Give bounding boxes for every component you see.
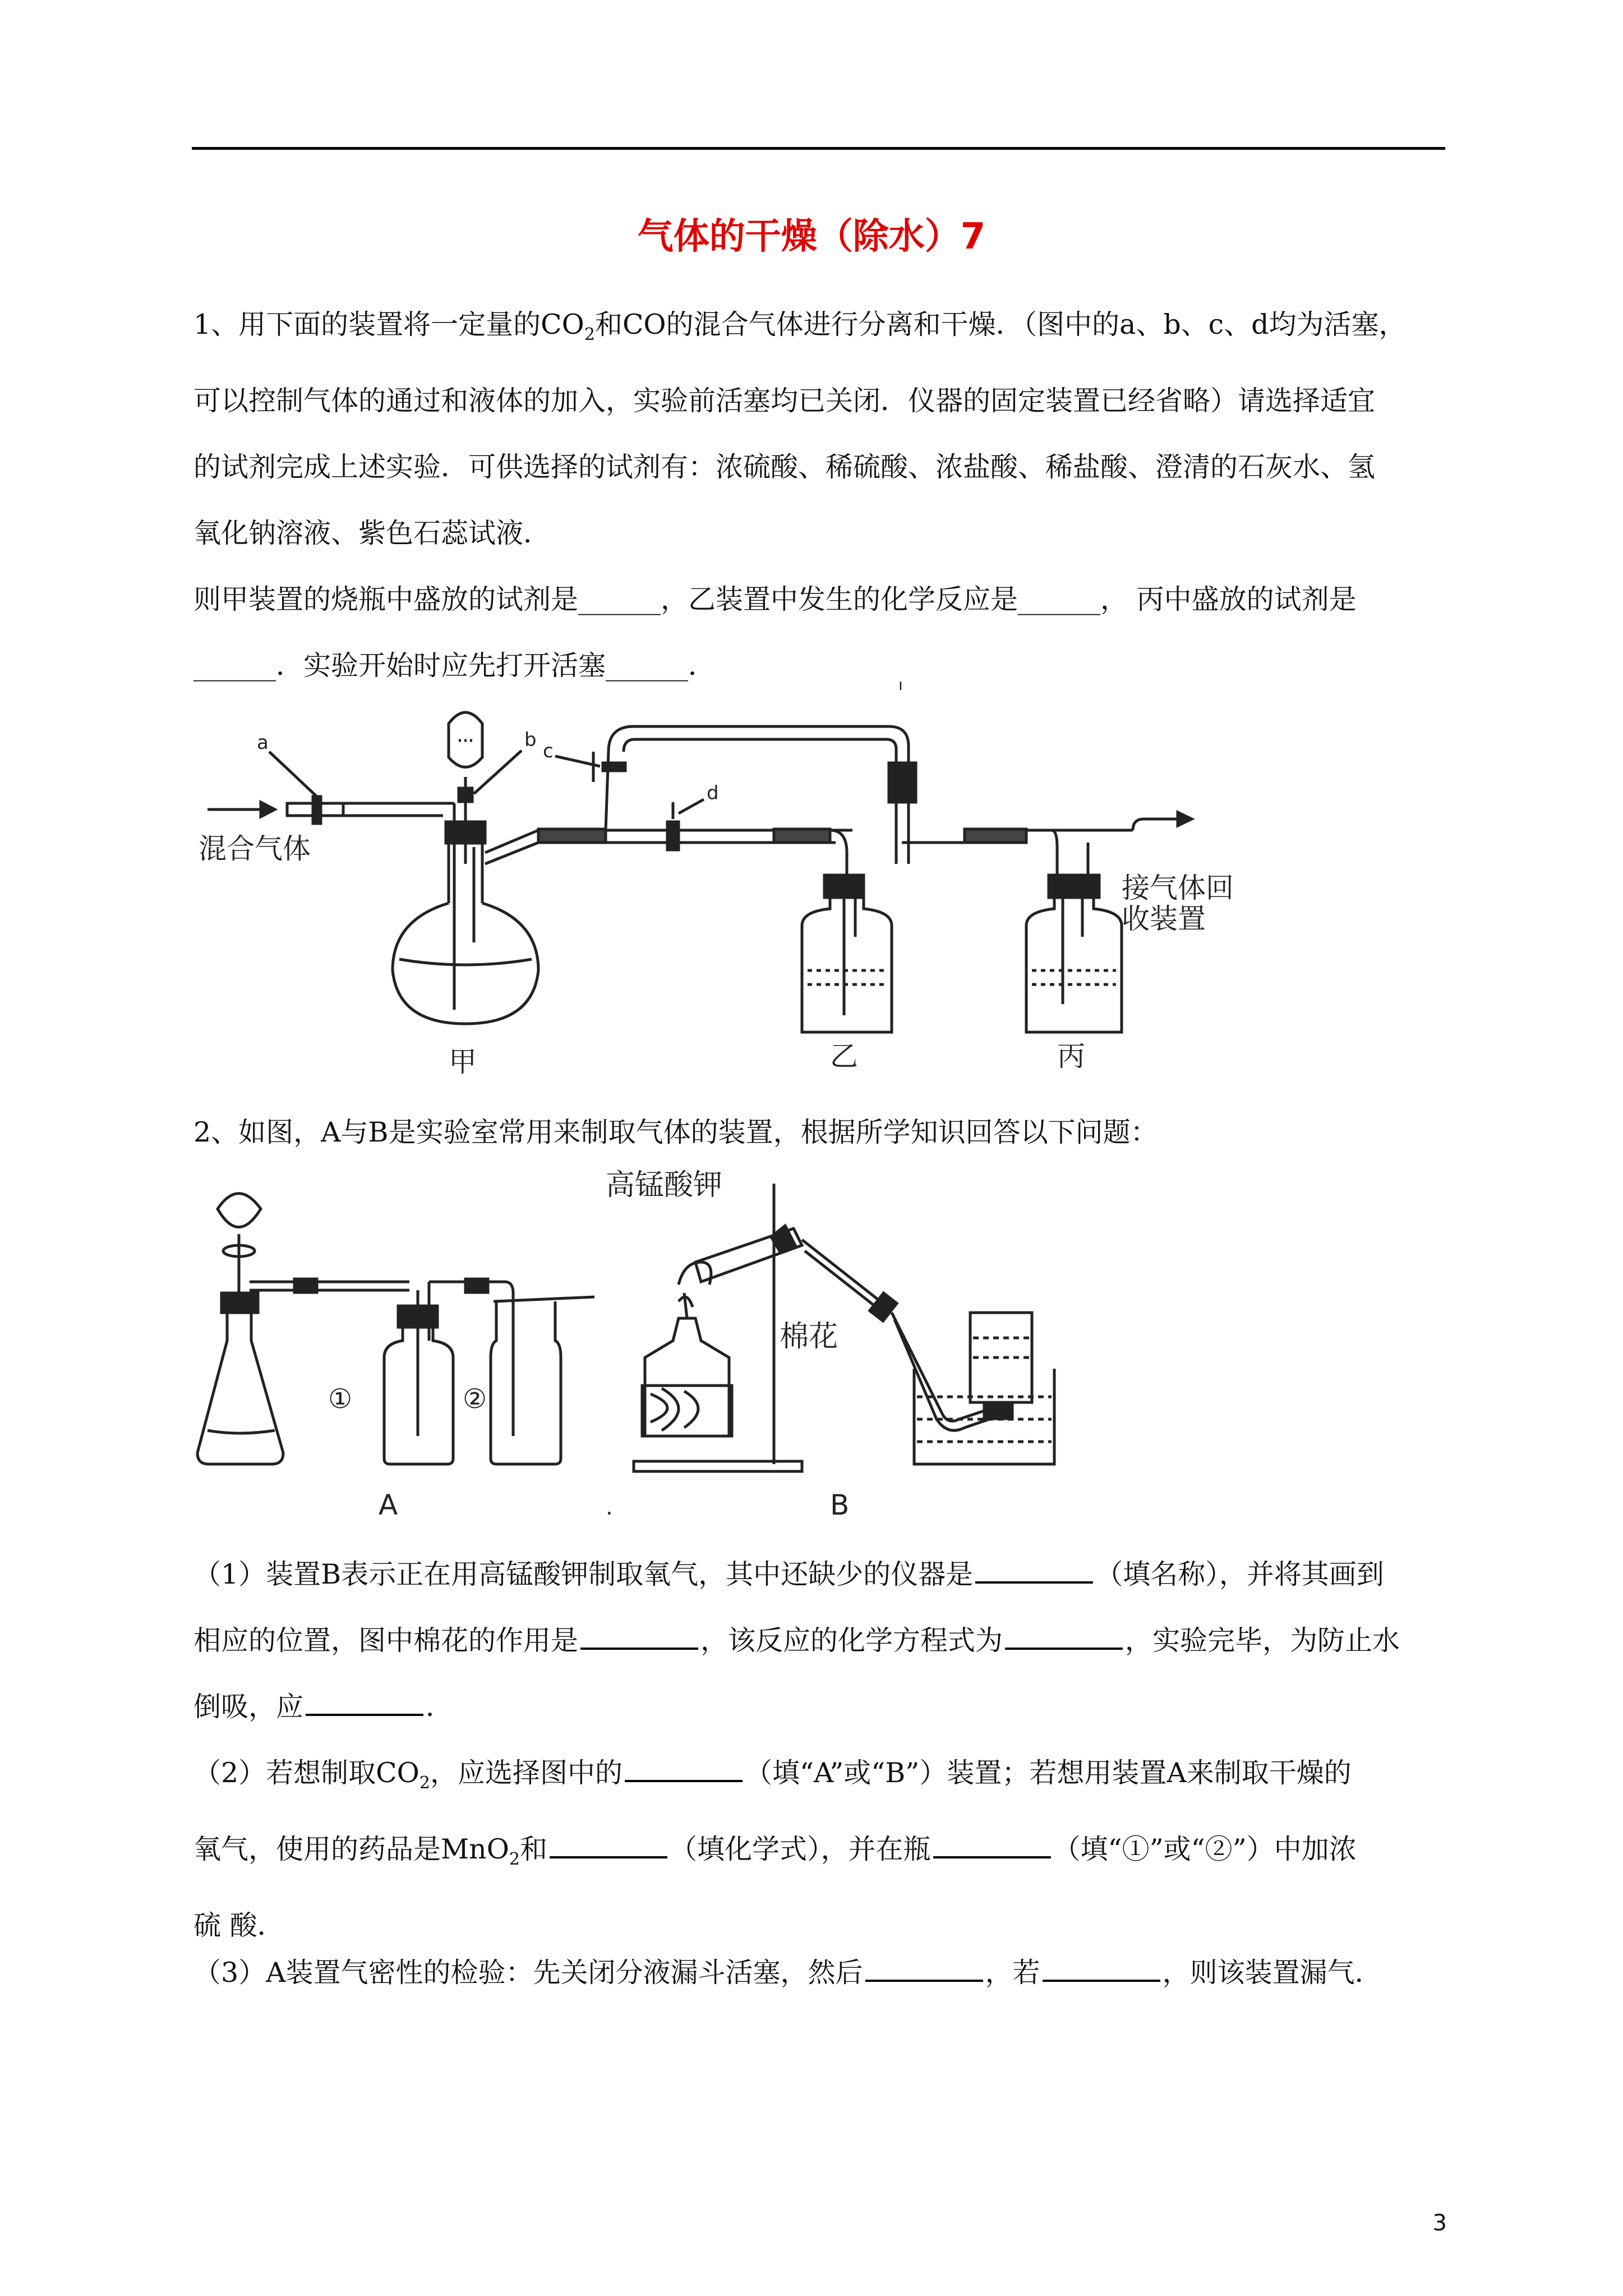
figure-2-apparatus bbox=[191, 1168, 1110, 1521]
q1-line-2: 可以控制气体的通过和液体的加入，实验前活塞均已关闭．仪器的固定装置已经省略）请选择适宜 bbox=[193, 384, 1376, 417]
q1-line-5: 则甲装置的烧瓶中盛放的试剂是______，乙装置中发生的化学反应是______， 丙中盛放的试剂是 bbox=[193, 583, 1357, 615]
q1-line-6: ______．实验开始时应先打开活塞______． bbox=[193, 649, 716, 682]
bottle-2-label: ② bbox=[463, 1383, 487, 1415]
valve-a-label: a bbox=[257, 731, 269, 754]
gas-outlet-label-2: 收装置 bbox=[1122, 903, 1206, 935]
apparatus-a-label: A bbox=[379, 1489, 398, 1521]
stray-dot: . bbox=[606, 1494, 613, 1520]
stray-mark: ı bbox=[898, 675, 903, 694]
valve-c-label: c bbox=[543, 740, 554, 762]
apparatus-jia-label: 甲 bbox=[449, 1046, 477, 1078]
question-2-intro: 2、如图，A与B是实验室常用来制取气体的装置，根据所学知识回答以下问题： bbox=[193, 1116, 1158, 1148]
answer-blank[interactable] bbox=[1043, 1957, 1160, 1982]
bottle-1-label: ① bbox=[328, 1383, 353, 1415]
valve-b-label: b bbox=[524, 729, 537, 751]
page-title: 气体的干燥（除水）7 bbox=[637, 216, 986, 257]
q1-line-3: 的试剂完成上述实验．可供选择的试剂有：浓硫酸、稀硫酸、浓盐酸、稀盐酸、澄清的石灰水、氢 bbox=[193, 450, 1376, 483]
gas-inlet-label: 混合气体 bbox=[199, 832, 311, 865]
question-1 bbox=[193, 292, 1445, 699]
gas-outlet-label-1: 接气体回 bbox=[1122, 872, 1234, 904]
cotton-label: 棉花 bbox=[780, 1320, 838, 1354]
answer-blank[interactable] bbox=[1005, 1625, 1123, 1650]
answer-blank[interactable] bbox=[933, 1834, 1051, 1858]
answer-blank[interactable] bbox=[625, 1757, 743, 1782]
apparatus-yi-label: 乙 bbox=[830, 1040, 858, 1073]
header-rule bbox=[192, 147, 1445, 150]
page-number: 3 bbox=[1432, 2210, 1447, 2236]
answer-blank[interactable] bbox=[306, 1691, 423, 1716]
apparatus-b-label: B bbox=[830, 1489, 850, 1521]
valve-d-label: d bbox=[707, 782, 719, 804]
answer-blank[interactable] bbox=[550, 1834, 667, 1858]
q1-line-1: 1、用下面的装置将一定量的$CO_2$和CO的混合气体进行分离和干燥．（图中的a、b、c、d均为活塞， bbox=[193, 309, 1407, 344]
question-2-part-2: （2）若想制取$CO_2$，应选择图中的 （填“A”或“B”）装置；若想用装置A来制取干燥的 氧气，使用的药品是MnO$_2$和 （填化学式），并在瓶 （填“①”或“②”）中加浓 硫 酸． bbox=[193, 1757, 1357, 1941]
answer-blank[interactable] bbox=[580, 1625, 698, 1650]
question-2-part-3: （3）A装置气密性的检验：先关闭分液漏斗活塞，然后 ，若 ，则该装置漏气． bbox=[193, 1957, 1382, 1989]
figure-1-apparatus bbox=[191, 675, 1234, 1088]
answer-blank[interactable] bbox=[975, 1559, 1093, 1584]
kmno4-label: 高锰酸钾 bbox=[606, 1168, 723, 1202]
apparatus-bing-label: 丙 bbox=[1057, 1040, 1085, 1073]
question-2-part-1: （1）装置B表示正在用高锰酸钾制取氧气，其中还缺少的仪器是 （填名称），并将其画到 相应的位置，图中棉花的作用是 ，该反应的化学方程式为 ，实验完毕，为防止水 倒吸，应 ． bbox=[193, 1558, 1400, 1723]
q1-line-4: 氧化钠溶液、紫色石蕊试液． bbox=[193, 517, 551, 549]
answer-blank[interactable] bbox=[865, 1957, 983, 1982]
